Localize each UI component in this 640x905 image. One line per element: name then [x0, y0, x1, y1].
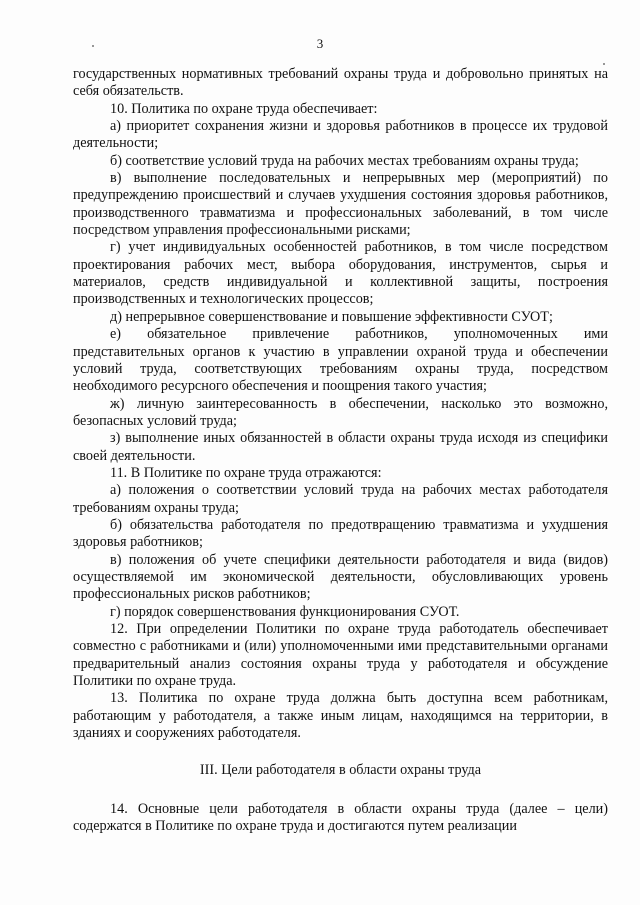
paragraph-clause-13: 13. Политика по охране труда должна быть доступна всем работникам, работающим у работодателя, а также иным лицам, находящимся на территории, в зданиях и сооружениях работодателя. — [73, 690, 608, 742]
paragraph-clause-11-a: а) положения о соответствии условий труда на рабочих местах работодателя требованиям охраны труда; — [73, 482, 608, 516]
section-heading: III. Цели работодателя в области охраны труда — [199, 762, 482, 779]
paragraph-clause-14: 14. Основные цели работодателя в области охраны труда (далее – цели) содержатся в Политике по охране труда и достигаются путем реализации — [73, 800, 608, 835]
paragraph-clause-10-b: б) соответствие условий труда на рабочих местах требованиям охраны труда; — [110, 152, 579, 169]
paragraph-clause-10-a: а) приоритет сохранения жизни и здоровья работников в процессе их трудовой деятельности; — [73, 118, 608, 152]
paragraph-clause-10-zh: ж) личную заинтересованность в обеспечении, насколько это возможно, безопасных условий труда; — [73, 395, 608, 429]
paragraph-clause-10-v: в) выполнение последовательных и непрерывных мер (мероприятий) по предупреждению происшествий и случаев ухудшения состояния здоровья работников, производственного травматизма и профессиональных заболеваний, в том числе посредством управления профессиональными рисками; — [73, 170, 608, 239]
page-number: 3 — [316, 36, 324, 51]
paragraph-clause-11-g: г) порядок совершенствования функционирования СУОТ. — [110, 603, 460, 620]
paragraph-clause-10-z: з) выполнение иных обязанностей в области охраны труда исходя из специфики своей деятельности. — [73, 430, 608, 464]
paragraph-continuation: государственных нормативных требований охраны труда и добровольно принятых на себя обязательств. — [73, 66, 608, 100]
paragraph-clause-10: 10. Политика по охране труда обеспечивает: — [110, 100, 378, 117]
paragraph-clause-11-v: в) положения об учете специфики деятельности работодателя и вида (видов) осуществляемой им экономической деятельности, обусловливающих уровень профессиональных рисков работников; — [73, 551, 608, 603]
scan-speck — [603, 63, 605, 65]
document-body — [73, 66, 608, 835]
paragraph-clause-12: 12. При определении Политики по охране труда работодатель обеспечивает совместно с работниками и (или) уполномоченными ими представительными органами предварительный анализ состояния охраны труда у работодателя и обсуждение Политики по охране труда. — [73, 621, 608, 690]
paragraph-clause-11-b: б) обязательства работодателя по предотвращению травматизма и ухудшения здоровья работников; — [73, 516, 608, 551]
paragraph-clause-10-e: е) обязательное привлечение работников, уполномоченных ими представительных органов к участию в управлении охраной труда и обеспечении условий труда, соответствующих требованиям охраны труда, посредством необходимого ресурсного обеспечения и поощрения такого участия; — [73, 326, 608, 395]
paragraph-clause-10-d: д) непрерывное совершенствование и повышение эффективности СУОТ; — [110, 308, 553, 325]
paragraph-clause-11: 11. В Политике по охране труда отражаются: — [110, 464, 382, 481]
paragraph-clause-10-g: г) учет индивидуальных особенностей работников, в том числе посредством проектирования рабочих мест, выбора оборудования, инструментов, сырья и материалов, средств индивидуальной и коллективной защиты, построения производственных и технологических процессов; — [73, 239, 608, 308]
